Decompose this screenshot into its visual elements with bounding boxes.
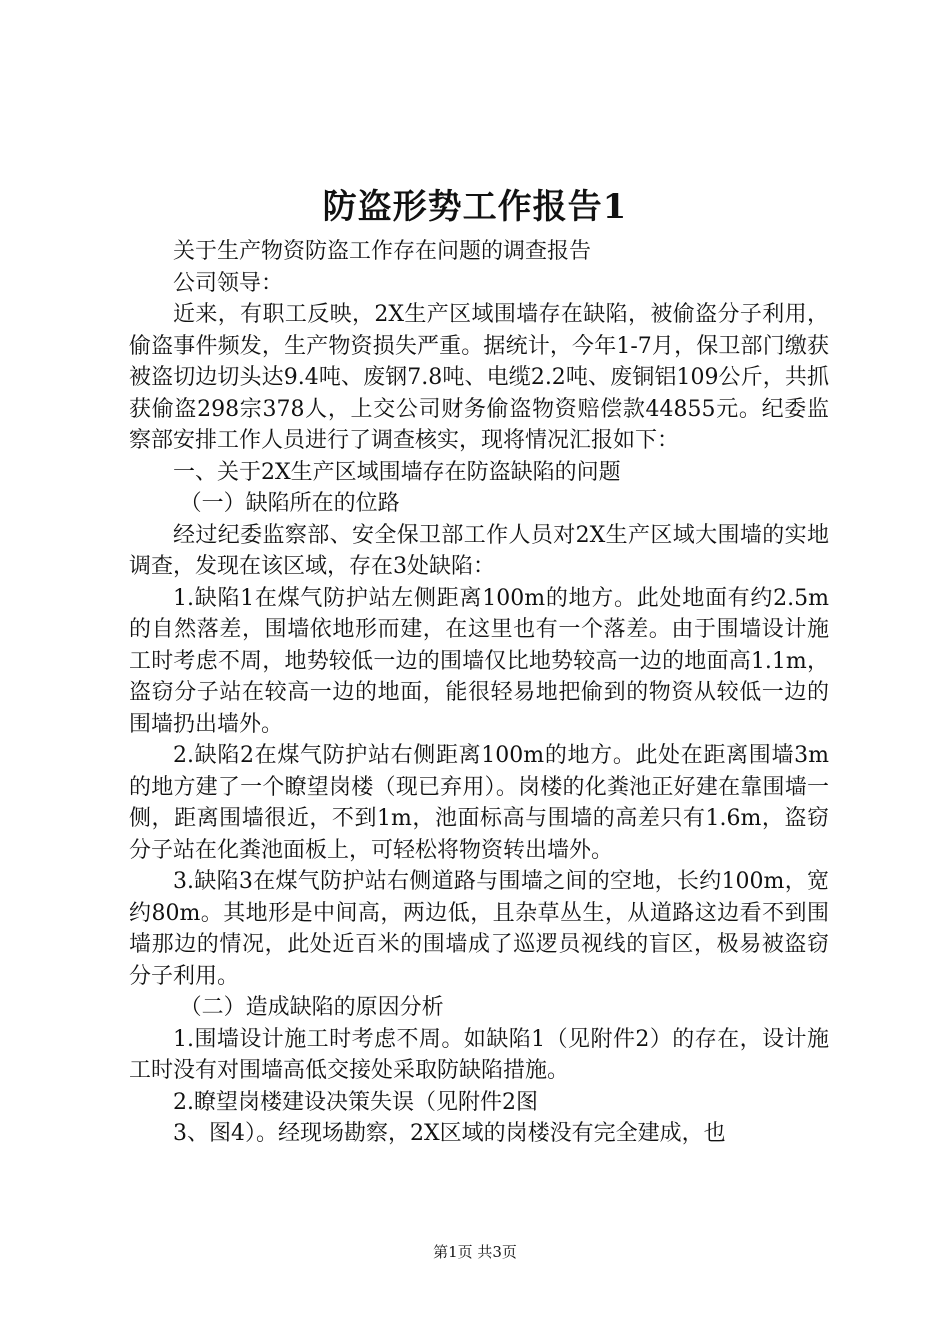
document-body <box>129 236 829 1150</box>
paragraph-cause-1: 1.围墙设计施工时考虑不周。如缺陷1（见附件2）的存在，设计施工时没有对围墙高低交接处采取防缺陷措施。 <box>129 1026 829 1083</box>
paragraph-defect-3: 3.缺陷3在煤气防护站右侧道路与围墙之间的空地，长约100m，宽约80m。其地形是中间高，两边低，且杂草丛生，从道路这边看不到围墙那边的情况，此处近百米的围墙成了巡逻员视线的盲区，极易被盗窃分子利用。 <box>129 869 829 989</box>
salutation: 公司领导： <box>173 270 284 296</box>
page-number-footer: 第1页 共3页 <box>433 1243 517 1261</box>
paragraph-cause-2: 2.瞭望岗楼建设决策失误（见附件2图 <box>173 1089 538 1115</box>
subsection-heading-1-2: （二）造成缺陷的原因分析 <box>179 995 444 1020</box>
section-heading-1: 一、关于2X生产区域围墙存在防盗缺陷的问题 <box>173 459 621 485</box>
paragraph-survey: 经过纪委监察部、安全保卫部工作人员对2X生产区域大围墙的实地调查，发现在该区域，存在3处缺陷： <box>129 522 829 579</box>
paragraph-defect-1: 1.缺陷1在煤气防护站左侧距离100m的地方。此处地面有约2.5m的自然落差，围墙依地形而建，在这里也有一个落差。由于围墙设计施工时考虑不周，地势较低一边的围墙仅比地势较高一边的地面高1.1m，盗窃分子站在较高一边的地面，能很轻易地把偷到的物资从较低一边的围墙扔出墙外。 <box>129 585 829 737</box>
paragraph-defect-2: 2.缺陷2在煤气防护站右侧距离100m的地方。此处在距离围墙3m的地方建了一个瞭望岗楼（现已弃用）。岗楼的化粪池正好建在靠围墙一侧，距离围墙很近，不到1m，池面标高与围墙的高差只有1.6m，盗窃分子站在化粪池面板上，可轻松将物资转出墙外。 <box>129 743 829 863</box>
paragraph-intro: 近来，有职工反映，2X生产区域围墙存在缺陷，被偷盗分子利用，偷盗事件频发，生产物资损失严重。据统计，今年1-7月，保卫部门缴获被盗切边切头达9.4吨、废钢7.8吨、电缆2.2吨、废铜铝109公斤，共抓获偷盗298宗378人，上交公司财务偷盗物资赔偿款44855元。纪委监察部安排工作人员进行了调查核实，现将情况汇报如下： <box>129 302 829 453</box>
document-title: 防盗形势工作报告1 <box>322 187 628 227</box>
report-subtitle: 关于生产物资防盗工作存在问题的调查报告 <box>173 239 592 264</box>
paragraph-cause-2-continued: 3、图4）。经现场勘察，2X区域的岗楼没有完全建成，也 <box>173 1121 726 1146</box>
subsection-heading-1-1: （一）缺陷所在的位路 <box>179 491 400 516</box>
